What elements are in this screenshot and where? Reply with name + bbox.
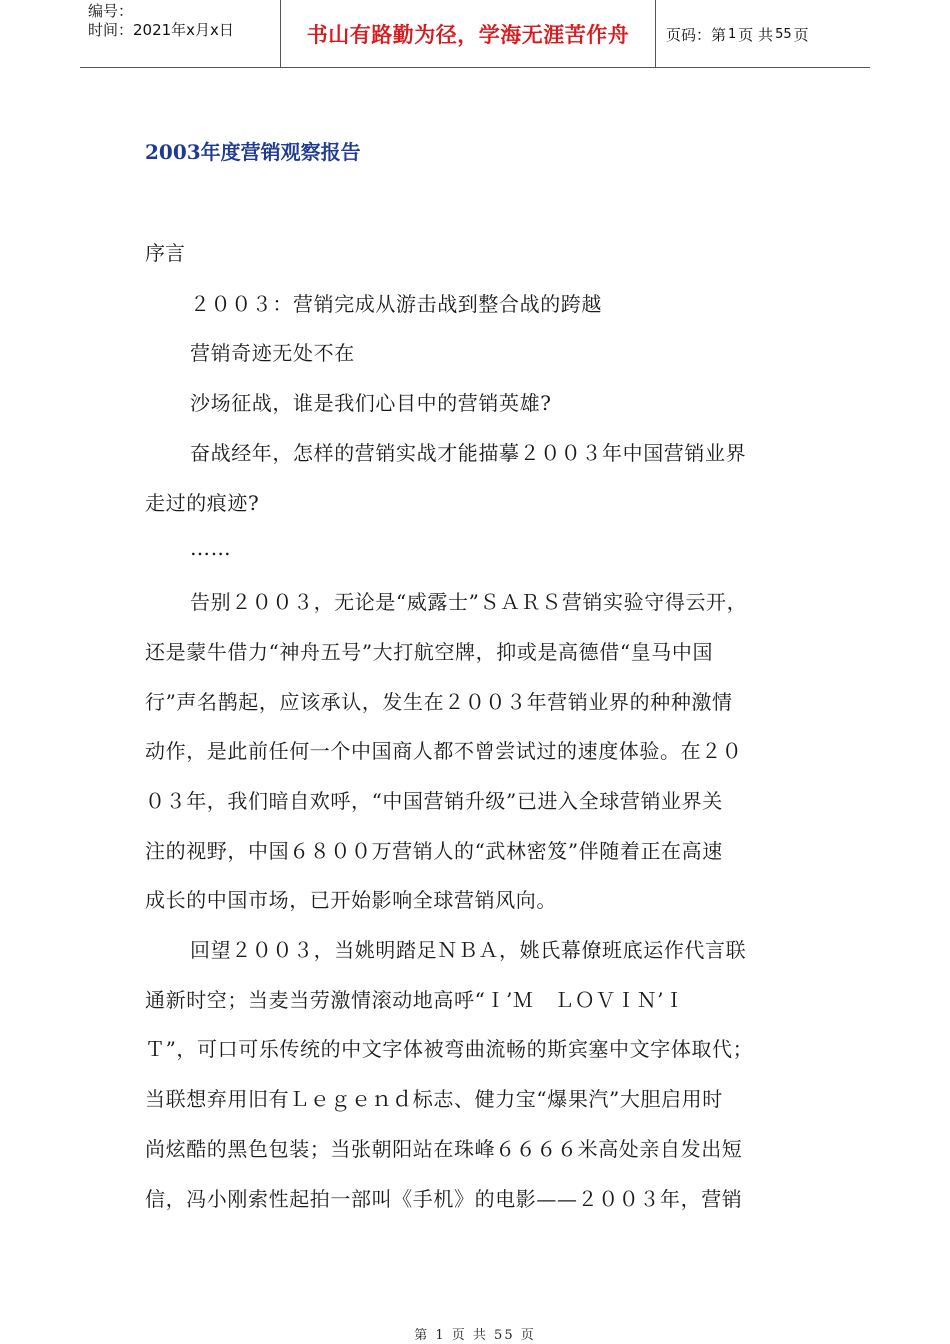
page-header — [80, 0, 870, 68]
text-line: 当联想弃用旧有Ｌｅｇｅｎｄ标志、健力宝“爆果汽”大胆启用时 — [145, 1087, 723, 1111]
page-prefix: 页码：第 — [666, 25, 727, 44]
text-line: 通新时空；当麦当劳激情滚动地高呼“Ｉ’Ｍ ＬＯＶＩＮ’Ｉ — [145, 988, 685, 1012]
text-line: 行”声名鹊起，应该承认，发生在２００３年营销业界的种种激情 — [145, 690, 733, 714]
document-title: 2003年度营销观察报告 — [145, 140, 361, 164]
text-line: 还是蒙牛借力“神舟五号”大打航空牌，抑或是高德借“皇马中国 — [145, 640, 714, 664]
text-line: 沙场征战，谁是我们心目中的营销英雄? — [190, 391, 552, 415]
date-label: 时间：2021年x月x日 — [88, 21, 234, 39]
header-motto: 书山有路勤为径，学海无涯苦作舟 — [306, 23, 630, 47]
header-page-counter — [666, 0, 809, 68]
page-footer: 第 1 页 共 55 页 — [414, 1328, 536, 1343]
text-line: 告别２００３，无论是“威露士”ＳＡＲＳ营销实验守得云开， — [190, 590, 748, 614]
text-line: 回望２００３，当姚明踏足ＮＢＡ，姚氏幕僚班底运作代言联 — [190, 938, 747, 962]
text-line: 动作，是此前任何一个中国商人都不曾尝试过的速度体验。在２０ — [145, 739, 743, 763]
page-total: 55 — [775, 26, 792, 42]
text-line: 奋战经年，怎样的营销实战才能描摹２００３年中国营销业界 — [190, 441, 747, 465]
text-line: 营销奇迹无处不在 — [190, 341, 355, 365]
page-middle: 页 共 — [738, 25, 774, 44]
text-line: ２００３：营销完成从游击战到整合战的跨越 — [190, 292, 602, 316]
page-suffix: 页 — [793, 25, 809, 44]
text-line: 尚炫酷的黑色包装；当张朝阳站在珠峰６６６６米高处亲自发出短 — [145, 1137, 743, 1161]
text-line: 注的视野，中国６８００万营销人的“武林密笈”伴随着正在高速 — [145, 839, 723, 863]
text-line: 成长的中国市场，已开始影响全球营销风向。 — [145, 888, 557, 912]
text-line: 信，冯小刚索性起拍一部叫《手机》的电影——２００３年，营销 — [145, 1187, 743, 1211]
page-current: 1 — [728, 26, 737, 42]
text-line: 走过的痕迹? — [145, 491, 260, 515]
section-heading-preface: 序言 — [145, 241, 185, 265]
text-line-ellipsis: …… — [190, 536, 232, 560]
serial-number-label: 编号： — [88, 2, 134, 20]
header-divider — [655, 0, 656, 68]
header-meta — [88, 2, 278, 40]
text-line: ０３年，我们暗自欢呼，“中国营销升级”已进入全球营销业界关 — [145, 789, 723, 813]
text-line: Ｔ”，可口可乐传统的中文字体被弯曲流畅的斯宾塞中文字体取代； — [145, 1037, 754, 1061]
